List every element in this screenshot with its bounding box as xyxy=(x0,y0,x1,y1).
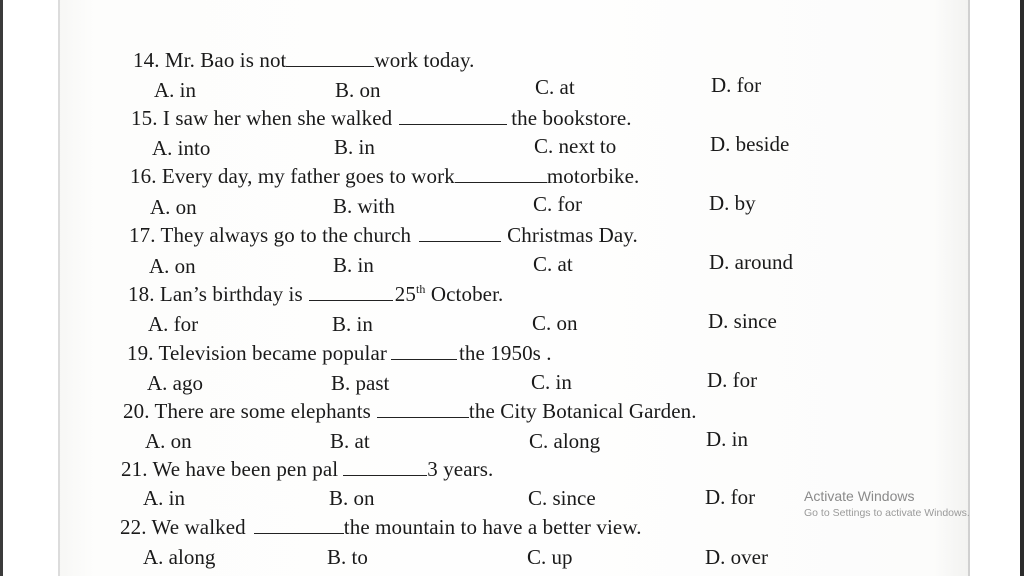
page-right-edge xyxy=(968,0,970,576)
option-c: C. at xyxy=(533,252,573,276)
option-b: B. in xyxy=(333,253,374,277)
question-text: 25th October. xyxy=(394,282,504,306)
option-a: A. on xyxy=(150,195,197,219)
option-c: C. in xyxy=(531,370,572,394)
answer-blank xyxy=(377,401,469,418)
activate-windows-title: Activate Windows xyxy=(804,488,915,504)
question-text: the City Botanical Garden. xyxy=(468,399,697,423)
option-c: C. next to xyxy=(534,134,617,158)
question-15 xyxy=(131,106,632,131)
answer-blank xyxy=(391,343,457,360)
option-a: A. for xyxy=(148,312,199,336)
question-text: 20. There are some elephants xyxy=(123,399,371,423)
question-text: 15. I saw her when she walked xyxy=(131,106,393,130)
question-text: the bookstore. xyxy=(511,106,632,130)
question-text: work today. xyxy=(374,48,475,72)
option-c: C. on xyxy=(532,311,578,335)
option-a: A. in xyxy=(154,78,196,102)
answer-blank xyxy=(419,225,501,242)
option-d: D. in xyxy=(706,427,748,451)
option-c: C. for xyxy=(533,192,582,216)
option-d: D. beside xyxy=(710,132,790,156)
option-a: A. along xyxy=(143,545,216,569)
answer-blank xyxy=(343,459,427,476)
question-19 xyxy=(127,341,552,366)
question-17 xyxy=(129,223,638,248)
question-20 xyxy=(123,399,697,424)
option-b: B. in xyxy=(332,312,373,336)
question-text: 3 years. xyxy=(427,457,494,481)
option-d: D. over xyxy=(705,545,768,569)
answer-blank xyxy=(286,50,374,67)
screen-right-edge xyxy=(1020,0,1024,576)
option-a: A. on xyxy=(149,254,196,278)
option-d: D. for xyxy=(711,73,762,97)
question-16 xyxy=(130,164,639,189)
question-text: 16. Every day, my father goes to work xyxy=(130,164,455,188)
option-c: C. since xyxy=(528,486,596,510)
option-b: B. past xyxy=(331,371,390,395)
option-c: C. up xyxy=(527,545,573,569)
option-a: A. on xyxy=(145,429,192,453)
option-b: B. at xyxy=(330,429,370,453)
option-d: D. since xyxy=(708,309,777,333)
option-b: B. to xyxy=(327,545,368,569)
question-text: 14. Mr. Bao is not xyxy=(133,48,287,72)
option-c: C. at xyxy=(535,75,575,99)
option-b: B. in xyxy=(334,135,375,159)
option-d: D. for xyxy=(707,368,758,392)
option-a: A. ago xyxy=(147,371,203,395)
option-b: B. on xyxy=(335,78,381,102)
question-text: 18. Lan’s birthday is xyxy=(128,282,303,306)
question-14 xyxy=(133,48,475,73)
option-d: D. around xyxy=(709,250,793,274)
answer-blank xyxy=(309,284,393,301)
answer-blank xyxy=(254,517,344,534)
question-text: 22. We walked xyxy=(120,515,246,539)
question-text: 21. We have been pen pal xyxy=(121,457,339,481)
option-a: A. into xyxy=(152,136,211,160)
question-text: 19. Television became popular xyxy=(127,341,387,365)
answer-blank xyxy=(399,108,507,125)
question-text: motorbike. xyxy=(546,164,640,188)
option-c: C. along xyxy=(529,429,601,453)
screen-left-edge xyxy=(0,0,3,576)
answer-blank xyxy=(455,166,547,183)
option-b: B. on xyxy=(329,486,375,510)
question-21 xyxy=(121,457,493,482)
option-d: D. for xyxy=(705,485,756,509)
question-text: Christmas Day. xyxy=(507,223,638,247)
option-d: D. by xyxy=(709,191,756,215)
option-b: B. with xyxy=(333,194,395,218)
question-text: 17. They always go to the church xyxy=(129,223,412,247)
question-22 xyxy=(120,515,642,540)
option-a: A. in xyxy=(143,486,185,510)
question-text: the mountain to have a better view. xyxy=(343,515,642,539)
question-18 xyxy=(128,282,503,307)
question-text: the 1950s . xyxy=(458,341,552,365)
page-left-edge xyxy=(58,0,60,576)
activate-windows-subtitle: Go to Settings to activate Windows. xyxy=(804,507,970,519)
